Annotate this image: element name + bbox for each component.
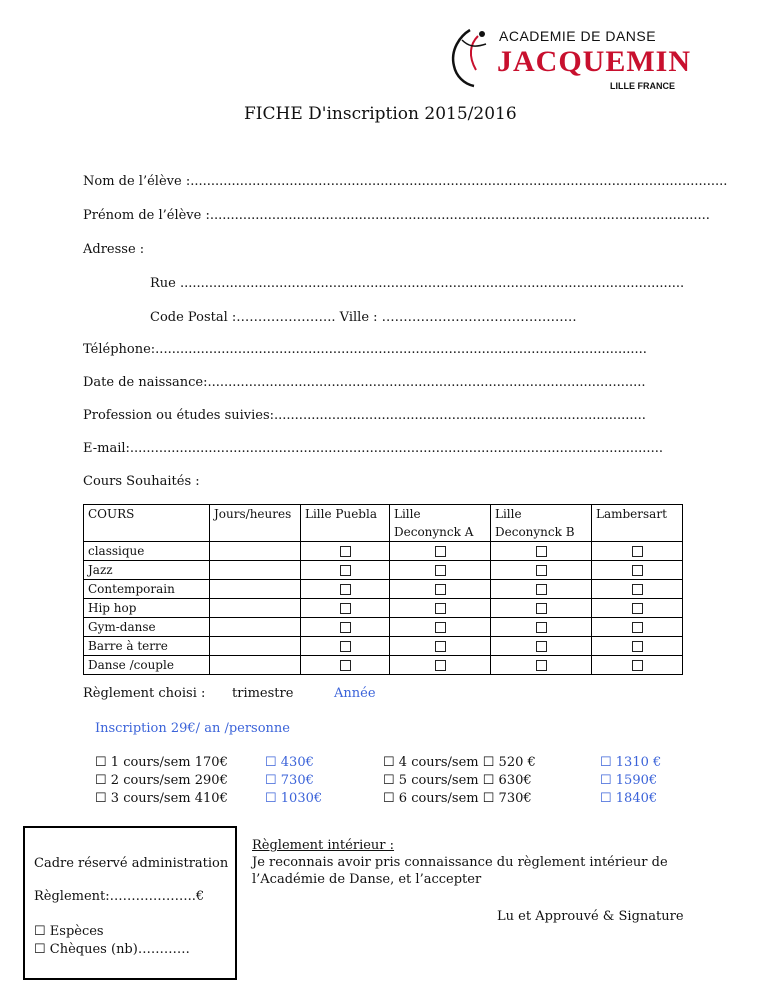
- header-lille-deconynck-a: Lille Deconynck A: [390, 505, 491, 542]
- checkbox[interactable]: [632, 584, 643, 595]
- checkbox[interactable]: [536, 641, 547, 652]
- checkbox[interactable]: [536, 546, 547, 557]
- checkbox[interactable]: [632, 660, 643, 671]
- course-name: Gym-danse: [84, 618, 210, 637]
- logo-sub-text: LILLE FRANCE: [610, 81, 675, 91]
- checkbox[interactable]: [536, 584, 547, 595]
- tarif-option[interactable]: ☐ 1840€: [600, 791, 658, 806]
- checkbox[interactable]: [435, 641, 446, 652]
- admin-box: [23, 826, 237, 980]
- checkbox[interactable]: [536, 565, 547, 576]
- field-prenom[interactable]: Prénom de l’élève :.........................................................................................................................: [83, 208, 710, 223]
- tarif-option[interactable]: ☐ 2 cours/sem 290€: [95, 773, 228, 788]
- checkbox[interactable]: [632, 565, 643, 576]
- table-row: [84, 561, 683, 580]
- field-profession[interactable]: Profession ou études suivies:..........................................................................................: [83, 408, 646, 423]
- tarif-option[interactable]: ☐ 1310 €: [600, 755, 662, 770]
- checkbox[interactable]: [340, 603, 351, 614]
- reglement-annee[interactable]: Année: [334, 686, 376, 701]
- tarif-option[interactable]: ☐ 1590€: [600, 773, 658, 788]
- checkbox[interactable]: [632, 641, 643, 652]
- tarif-option[interactable]: ☐ 3 cours/sem 410€: [95, 791, 228, 806]
- admin-box-especes[interactable]: ☐ Espèces: [34, 924, 104, 939]
- field-nom[interactable]: Nom de l’élève :..................................................................................................................................: [83, 174, 728, 189]
- checkbox[interactable]: [435, 660, 446, 671]
- table-header-row: [84, 505, 683, 542]
- checkbox[interactable]: [632, 546, 643, 557]
- field-adresse-label: Adresse :: [83, 242, 145, 257]
- checkbox[interactable]: [435, 584, 446, 595]
- checkbox[interactable]: [340, 641, 351, 652]
- field-naissance[interactable]: Date de naissance:..........................................................................................................: [83, 375, 646, 390]
- page-title: FICHE D'inscription 2015/2016: [244, 104, 517, 124]
- table-row: [84, 542, 683, 561]
- header-jours: Jours/heures: [210, 505, 301, 542]
- checkbox[interactable]: [435, 546, 446, 557]
- checkbox[interactable]: [632, 603, 643, 614]
- checkbox[interactable]: [536, 603, 547, 614]
- checkbox[interactable]: [435, 603, 446, 614]
- table-row: [84, 618, 683, 637]
- header-lille-deconynck-b: Lille Deconynck B: [491, 505, 592, 542]
- checkbox[interactable]: [536, 622, 547, 633]
- field-telephone[interactable]: Téléphone:.......................................................................................................................: [83, 342, 647, 357]
- field-cp-ville[interactable]: Code Postal :………………….. Ville : ………………………………………: [150, 310, 577, 325]
- courses-table: [83, 504, 683, 675]
- tarif-option[interactable]: ☐ 430€: [265, 755, 314, 770]
- tarif-option[interactable]: ☐ 730€: [265, 773, 314, 788]
- tarif-option[interactable]: ☐ 1 cours/sem 170€: [95, 755, 228, 770]
- table-row: [84, 599, 683, 618]
- reglement-trimestre[interactable]: trimestre: [232, 686, 294, 701]
- header-lille-puebla: Lille Puebla: [301, 505, 390, 542]
- dancer-logo-icon: [440, 26, 500, 88]
- checkbox[interactable]: [536, 660, 547, 671]
- course-name: classique: [84, 542, 210, 561]
- signature-label: Lu et Approuvé & Signature: [497, 909, 684, 924]
- course-name: Barre à terre: [84, 637, 210, 656]
- cours-souhaites-label: Cours Souhaités :: [83, 474, 200, 489]
- tarif-option[interactable]: ☐ 5 cours/sem ☐ 630€: [383, 773, 532, 788]
- reglement-label: Règlement choisi :: [83, 686, 206, 701]
- admin-box-title: Cadre réservé administration: [34, 856, 229, 871]
- tarif-option[interactable]: ☐ 1030€: [265, 791, 323, 806]
- header-lambersart: Lambersart: [592, 505, 683, 542]
- course-name: Contemporain: [84, 580, 210, 599]
- tarif-option[interactable]: ☐ 4 cours/sem ☐ 520 €: [383, 755, 536, 770]
- inscription-fee: Inscription 29€/ an /personne: [95, 721, 290, 736]
- table-row: [84, 580, 683, 599]
- reglement-interieur-title: Règlement intérieur :: [252, 838, 395, 853]
- table-row: [84, 637, 683, 656]
- reglement-interieur-line1: Je reconnais avoir pris connaissance du règlement intérieur de: [252, 855, 668, 870]
- admin-box-cheques[interactable]: ☐ Chèques (nb)…………: [34, 942, 190, 957]
- checkbox[interactable]: [340, 660, 351, 671]
- checkbox[interactable]: [340, 584, 351, 595]
- field-email[interactable]: E-mail:.................................................................................................................................: [83, 441, 663, 456]
- checkbox[interactable]: [340, 546, 351, 557]
- logo-main-text: JACQUEMIN: [497, 45, 691, 78]
- header-cours: COURS: [84, 505, 210, 542]
- admin-box-reglement[interactable]: Règlement:………………..€: [34, 889, 205, 904]
- table-row: [84, 656, 683, 675]
- checkbox[interactable]: [340, 565, 351, 576]
- course-name: Jazz: [84, 561, 210, 580]
- tarif-option[interactable]: ☐ 6 cours/sem ☐ 730€: [383, 791, 532, 806]
- logo-top-text: ACADEMIE DE DANSE: [499, 28, 657, 44]
- checkbox[interactable]: [435, 622, 446, 633]
- checkbox[interactable]: [340, 622, 351, 633]
- field-rue[interactable]: Rue ..........................................................................................................................: [150, 276, 685, 291]
- course-name: Danse /couple: [84, 656, 210, 675]
- course-name: Hip hop: [84, 599, 210, 618]
- checkbox[interactable]: [435, 565, 446, 576]
- checkbox[interactable]: [632, 622, 643, 633]
- reglement-interieur-line2: l’Académie de Danse, et l’accepter: [252, 872, 482, 887]
